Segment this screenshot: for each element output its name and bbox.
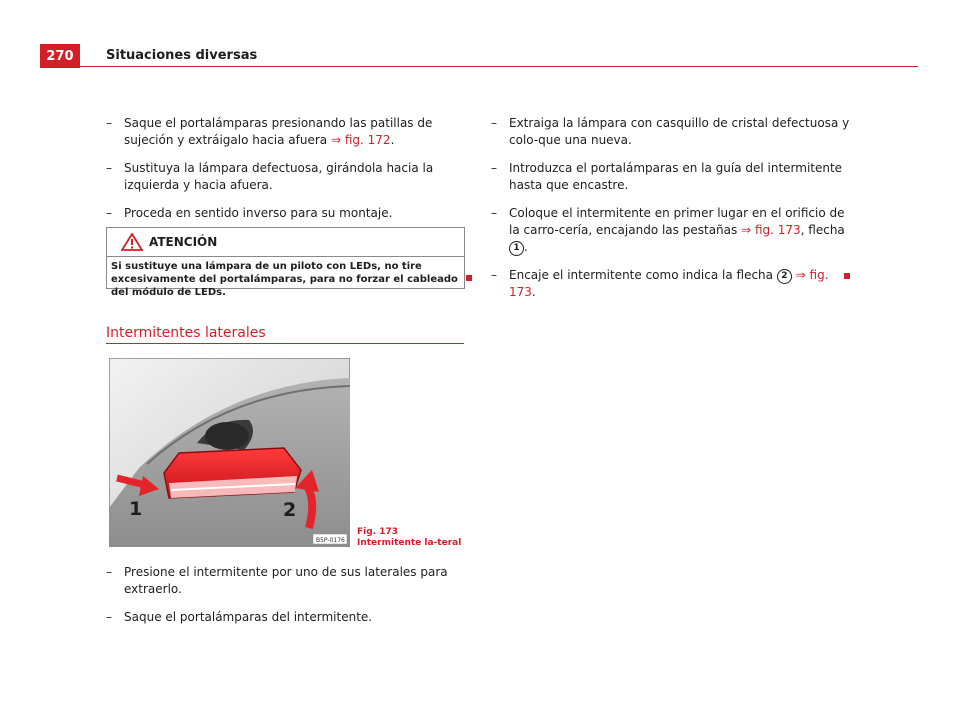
step-text: Extraiga la lámpara con casquillo de cristal defectuosa y colo-que una nueva. (509, 116, 850, 147)
step-punct: . (390, 133, 395, 147)
dash-bullet: – (491, 161, 497, 175)
step-punct: . (531, 285, 536, 299)
figure-reference-link[interactable]: ⇒ fig. 173 (509, 268, 829, 299)
list-item (491, 115, 851, 149)
step-text: , flecha (800, 223, 845, 237)
figure-label-1: 1 (129, 498, 143, 520)
callout-number-badge: 1 (509, 241, 524, 256)
step-punct: . (524, 240, 528, 254)
warning-title: ATENCIÓN (149, 235, 218, 249)
step-text: Saque el portalámparas del intermitente. (124, 610, 373, 624)
dash-bullet: – (491, 268, 497, 282)
section-title: Intermitentes laterales (106, 325, 266, 341)
running-title: Situaciones diversas (106, 48, 258, 63)
page-number: 270 (40, 44, 80, 68)
warning-text: Si sustituye una lámpara de un piloto con LEDs, no tire excesivamente del portalámparas, para no forzar el cableado del módulo de LEDs. (111, 261, 458, 298)
left-column-steps (106, 115, 466, 233)
figure-caption: Fig. 173 Intermitente la-teral (357, 527, 462, 548)
figure-label-2: 2 (283, 499, 297, 521)
dash-bullet: – (106, 116, 112, 130)
step-text: Saque el portalámparas presionando las patillas de sujeción y extráigalo hacia afuera (124, 116, 433, 147)
list-item (491, 205, 851, 256)
list-item (106, 609, 466, 626)
dash-bullet: – (491, 116, 497, 130)
list-item (106, 160, 466, 194)
warning-header (107, 228, 464, 257)
figure-code: B5P-0176 (316, 537, 345, 544)
left-column-bottom-steps (106, 564, 466, 637)
step-text: Encaje el intermitente como indica la flecha (509, 268, 777, 282)
list-item (491, 160, 851, 194)
header-rule (40, 66, 918, 67)
dash-bullet: – (106, 565, 112, 579)
step-text: Proceda en sentido inverso para su montaje. (124, 206, 393, 220)
list-item (106, 205, 466, 222)
list-item (491, 267, 851, 301)
step-text: Coloque el intermitente en primer lugar en el orificio de la carro-cería, encajando las pestañas (509, 206, 845, 237)
warning-triangle-icon (121, 233, 143, 251)
figure-reference-link[interactable]: ⇒ fig. 172 (330, 133, 391, 147)
section-end-marker (844, 273, 850, 279)
warning-box (106, 227, 465, 298)
list-item (106, 564, 466, 598)
step-text: Introduzca el portalámparas en la guía del intermitente hasta que encastre. (509, 161, 843, 192)
list-item (106, 115, 466, 149)
right-column-steps (491, 115, 851, 312)
figure-reference-link[interactable]: ⇒ fig. 173 (741, 223, 801, 237)
dash-bullet: – (106, 161, 112, 175)
step-text: Sustituya la lámpara defectuosa, girándola hacia la izquierda y hacia afuera. (124, 161, 434, 192)
dash-bullet: – (106, 610, 112, 624)
step-text: Presione el intermitente por uno de sus laterales para extraerlo. (124, 565, 448, 596)
dash-bullet: – (106, 206, 112, 220)
section-rule (106, 343, 464, 344)
section-end-marker (466, 275, 472, 281)
turn-signal-figure (109, 358, 350, 547)
dash-bullet: – (491, 206, 497, 220)
callout-number-badge: 2 (777, 269, 792, 284)
